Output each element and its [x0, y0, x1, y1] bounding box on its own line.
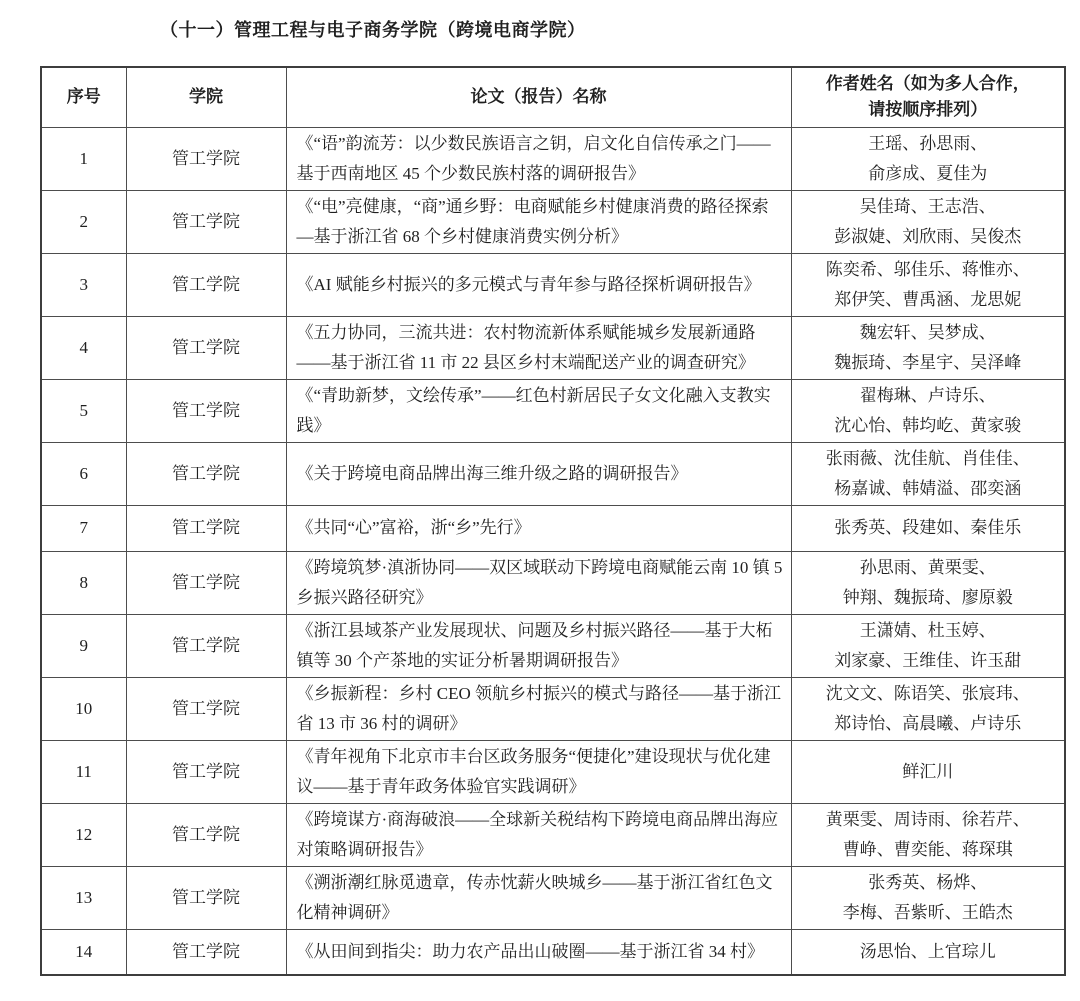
table-row [41, 127, 1065, 190]
cell-index: 9 [41, 614, 126, 677]
cell-index: 1 [41, 127, 126, 190]
author-line: 孙思雨、黄栗雯、 [859, 557, 996, 577]
cell-paper-title: 《AI 赋能乡村振兴的多元模式与青年参与路径探析调研报告》 [286, 253, 791, 316]
cell-college: 管工学院 [126, 740, 286, 803]
cell-paper-title: 《乡振新程：乡村 CEO 领航乡村振兴的模式与路径——基于浙江省 13 市 36 村的调研》 [286, 677, 791, 740]
cell-college: 管工学院 [126, 614, 286, 677]
author-line: 郑伊笑、曹禹涵、龙思妮 [834, 289, 1022, 309]
cell-college: 管工学院 [126, 677, 286, 740]
cell-index: 13 [41, 866, 126, 929]
header-index: 序号 [41, 67, 126, 127]
author-line: 魏振琦、李星宇、吴泽峰 [834, 352, 1022, 372]
cell-index: 11 [41, 740, 126, 803]
cell-paper-title: 《溯浙潮红脉觅遗章，传赤忱薪火映城乡——基于浙江省红色文化精神调研》 [286, 866, 791, 929]
cell-authors [791, 677, 1065, 740]
cell-authors [791, 866, 1065, 929]
cell-college: 管工学院 [126, 505, 286, 551]
cell-authors [791, 551, 1065, 614]
cell-paper-title: 《跨境谋方·商海破浪——全球新关税结构下跨境电商品牌出海应对策略调研报告》 [286, 803, 791, 866]
cell-index: 8 [41, 551, 126, 614]
author-line: 刘家豪、王维佳、许玉甜 [834, 650, 1022, 670]
cell-index: 4 [41, 316, 126, 379]
cell-paper-title: 《共同“心”富裕，浙“乡”先行》 [286, 505, 791, 551]
cell-college: 管工学院 [126, 803, 286, 866]
cell-college: 管工学院 [126, 316, 286, 379]
author-line: 郑诗怡、高晨曦、卢诗乐 [834, 713, 1022, 733]
cell-authors [791, 127, 1065, 190]
author-line: 吴佳琦、王志浩、 [859, 196, 996, 216]
cell-authors [791, 442, 1065, 505]
cell-college: 管工学院 [126, 379, 286, 442]
header-authors [791, 67, 1065, 127]
cell-authors [791, 253, 1065, 316]
cell-college: 管工学院 [126, 253, 286, 316]
author-line: 汤思怡、上官琮儿 [859, 941, 996, 961]
cell-authors [791, 505, 1065, 551]
header-college: 学院 [126, 67, 286, 127]
table-row [41, 551, 1065, 614]
cell-authors [791, 379, 1065, 442]
table-row [41, 190, 1065, 253]
table-row [41, 677, 1065, 740]
cell-index: 6 [41, 442, 126, 505]
cell-paper-title: 《关于跨境电商品牌出海三维升级之路的调研报告》 [286, 442, 791, 505]
cell-index: 14 [41, 929, 126, 975]
author-line: 张秀英、段建如、秦佳乐 [834, 518, 1022, 537]
cell-paper-title: 《“语”韵流芳：以少数民族语言之钥，启文化自信传承之门——基于西南地区 45 个少数民族村落的调研报告》 [286, 127, 791, 190]
cell-authors [791, 614, 1065, 677]
author-line: 张秀英、杨烨、 [868, 872, 988, 892]
author-line: 黄栗雯、周诗雨、徐若芹、 [825, 809, 1030, 829]
table-row [41, 740, 1065, 803]
author-line: 鲜汇川 [902, 761, 954, 781]
author-line: 钟翔、魏振琦、廖原毅 [842, 587, 1013, 607]
cell-index: 10 [41, 677, 126, 740]
cell-paper-title: 《“青助新梦，文绘传承”——红色村新居民子女文化融入支教实践》 [286, 379, 791, 442]
author-line: 俞彦成、夏佳为 [868, 163, 988, 183]
header-authors-line1: 作者姓名（如为多人合作， [825, 74, 1030, 94]
cell-paper-title: 《从田间到指尖：助力农产品出山破圈——基于浙江省 34 村》 [286, 929, 791, 975]
table-row [41, 803, 1065, 866]
cell-college: 管工学院 [126, 190, 286, 253]
author-line: 李梅、吾紫昕、王皓杰 [842, 902, 1013, 922]
cell-college: 管工学院 [126, 551, 286, 614]
author-line: 彭淑婕、刘欣雨、吴俊杰 [834, 226, 1022, 246]
cell-paper-title: 《跨境筑梦·滇浙协同——双区域联动下跨境电商赋能云南 10 镇 5 乡振兴路径研究》 [286, 551, 791, 614]
cell-college: 管工学院 [126, 127, 286, 190]
cell-authors [791, 190, 1065, 253]
author-line: 曹峥、曹奕能、蒋琛琪 [842, 839, 1013, 859]
papers-table [40, 66, 1066, 976]
table-row [41, 442, 1065, 505]
table-body [41, 127, 1065, 975]
author-line: 陈奕希、邬佳乐、蒋惟亦、 [825, 259, 1030, 279]
cell-index: 2 [41, 190, 126, 253]
cell-authors [791, 740, 1065, 803]
author-line: 沈文文、陈语笑、张宸玮、 [825, 683, 1030, 703]
section-title: （十一）管理工程与电子商务学院（跨境电商学院） [160, 20, 586, 40]
cell-college: 管工学院 [126, 929, 286, 975]
author-line: 魏宏轩、吴梦成、 [859, 322, 996, 342]
table-row [41, 505, 1065, 551]
table-row [41, 866, 1065, 929]
cell-index: 7 [41, 505, 126, 551]
cell-paper-title: 《青年视角下北京市丰台区政务服务“便捷化”建设现状与优化建议——基于青年政务体验官实践调研》 [286, 740, 791, 803]
cell-index: 12 [41, 803, 126, 866]
table-row [41, 379, 1065, 442]
author-line: 杨嘉诚、韩婧溢、邵奕涵 [834, 478, 1022, 498]
table-row [41, 614, 1065, 677]
author-line: 沈心怡、韩均屹、黄家骏 [834, 415, 1022, 435]
cell-authors [791, 929, 1065, 975]
author-line: 王瑶、孙思雨、 [868, 133, 988, 153]
cell-authors [791, 316, 1065, 379]
table-row [41, 253, 1065, 316]
cell-college: 管工学院 [126, 442, 286, 505]
cell-index: 5 [41, 379, 126, 442]
header-authors-line2: 请按顺序排列） [868, 100, 988, 120]
table-row [41, 929, 1065, 975]
author-line: 张雨薇、沈佳航、肖佳佳、 [825, 448, 1030, 468]
table-row [41, 316, 1065, 379]
table-header-row [41, 67, 1065, 127]
header-paper-title: 论文（报告）名称 [286, 67, 791, 127]
cell-paper-title: 《“电”亮健康，“商”通乡野：电商赋能乡村健康消费的路径探索—基于浙江省 68 个乡村健康消费实例分析》 [286, 190, 791, 253]
cell-college: 管工学院 [126, 866, 286, 929]
cell-index: 3 [41, 253, 126, 316]
author-line: 王潇婧、杜玉婷、 [859, 620, 996, 640]
cell-authors [791, 803, 1065, 866]
cell-paper-title: 《浙江县域茶产业发展现状、问题及乡村振兴路径——基于大柘镇等 30 个产茶地的实证分析暑期调研报告》 [286, 614, 791, 677]
author-line: 翟梅琳、卢诗乐、 [859, 385, 996, 405]
cell-paper-title: 《五力协同，三流共进：农村物流新体系赋能城乡发展新通路——基于浙江省 11 市 22 县区乡村末端配送产业的调查研究》 [286, 316, 791, 379]
